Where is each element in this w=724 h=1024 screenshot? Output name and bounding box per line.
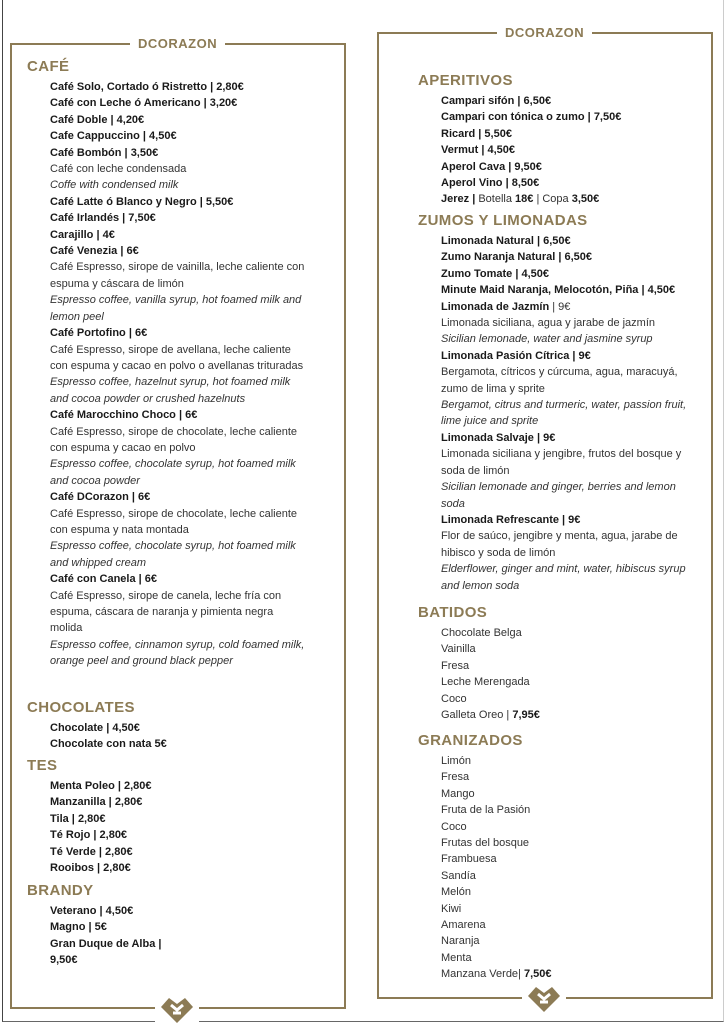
item-description-english: Coffe with condensed milk <box>50 179 179 192</box>
item-list <box>50 79 306 670</box>
item-description: Café Espresso, sirope de avellana, leche caliente con espuma y cacao en polvo o avellanas trituradas <box>50 343 304 372</box>
section-heading: BATIDOS <box>418 604 488 621</box>
brand-title: DCORAZON <box>130 36 225 52</box>
item-description-english: Bergamot, citrus and turmeric, water, passion fruit, lime juice and sprite <box>441 399 687 428</box>
item-description: Mango <box>441 787 475 800</box>
item-description: Kiwi <box>441 902 462 915</box>
item-list <box>441 93 697 208</box>
item-description: Sandía <box>441 869 476 882</box>
menu-section <box>27 57 306 670</box>
item-name-or-price: 3,50€ <box>571 193 600 206</box>
heart-logo-icon <box>155 994 199 1024</box>
menu-item: Café con Leche ó Americano | 3,20€ <box>50 97 238 110</box>
item-description: Melón <box>441 886 471 899</box>
menu-item: Zumo Naranja Natural | 6,50€ <box>441 251 593 264</box>
item-description: Menta <box>441 951 472 964</box>
menu-section <box>27 698 306 753</box>
item-description-english: Sicilian lemonade and ginger, berries and lemon soda <box>441 481 676 510</box>
item-text: Manzana Verde| <box>441 968 524 981</box>
menu-item: Rooibos | 2,80€ <box>50 862 131 875</box>
section-heading: GRANIZADOS <box>418 732 523 749</box>
menu-item: Campari sifón | 6,50€ <box>441 95 552 107</box>
menu-item: Veterano | 4,50€ <box>50 905 134 917</box>
menu-item <box>441 299 697 315</box>
item-description: Leche Merengada <box>441 676 530 689</box>
item-description-english: Espresso coffee, cinnamon syrup, cold foamed milk, orange peel and ground black pepper <box>50 638 305 668</box>
item-name-or-price: Limonada de Jazmín <box>441 300 550 313</box>
item-description: Café Espresso, sirope de canela, leche fría con espuma, cáscara de naranja y pimienta negra molida <box>50 589 282 635</box>
brand-title: DCORAZON <box>497 25 592 41</box>
menu-item: Café con Canela | 6€ <box>50 573 158 586</box>
item-description: Fresa <box>441 771 470 784</box>
item-description: Fresa <box>441 659 470 672</box>
item-text: | 9€ <box>549 300 571 313</box>
item-description: Flor de saúco, jengibre y menta, agua, jarabe de hibisco y soda de limón <box>441 530 678 559</box>
menu-item: 9,50€ <box>50 954 78 967</box>
menu-item: Aperol Vino | 8,50€ <box>441 177 540 190</box>
menu-item: Carajillo | 4€ <box>50 228 115 241</box>
menu-item: Café Venezia | 6€ <box>50 245 139 258</box>
item-description: Frutas del bosque <box>441 837 530 850</box>
menu-section <box>418 211 697 594</box>
item-description: Coco <box>441 692 467 705</box>
menu-item: Café Latte ó Blanco y Negro | 5,50€ <box>50 195 234 208</box>
item-description: Bergamota, cítricos y cúrcuma, agua, maracuyá, zumo de lima y sprite <box>441 366 678 395</box>
menu-item: Café Bombón | 3,50€ <box>50 146 159 159</box>
menu-section <box>27 881 306 969</box>
menu-item: Café Solo, Cortado ó Ristretto | 2,80€ <box>50 81 244 93</box>
menu-item: Aperol Cava | 9,50€ <box>441 160 542 173</box>
menu-item: Ricard | 5,50€ <box>441 127 512 140</box>
section-heading: CHOCOLATES <box>27 699 135 716</box>
menu-section <box>418 731 697 983</box>
menu-section <box>418 71 697 208</box>
item-description: Café Espresso, sirope de chocolate, leche caliente con espuma y cacao en polvo <box>50 425 298 454</box>
menu-item: Cafe Cappuccino | 4,50€ <box>50 130 177 143</box>
menu-item: Chocolate con nata 5€ <box>50 738 167 751</box>
item-text: | Copa <box>533 193 572 206</box>
menu-item <box>441 191 697 207</box>
section-heading: TES <box>27 757 58 774</box>
item-list <box>441 625 697 723</box>
menu-item: Café DCorazon | 6€ <box>50 491 151 504</box>
menu-item: Menta Poleo | 2,80€ <box>50 780 152 792</box>
item-description: Limón <box>441 755 471 767</box>
item-description: Amarena <box>441 919 486 932</box>
item-name-or-price: 18€ <box>515 193 534 206</box>
section-heading: APERITIVOS <box>418 72 513 89</box>
item-description: Limonada siciliana, agua y jarabe de jazmín <box>441 317 656 330</box>
menu-item: Café Irlandés | 7,50€ <box>50 212 156 225</box>
item-text: Botella <box>475 193 516 206</box>
menu-item: Limonada Natural | 6,50€ <box>441 235 571 247</box>
item-name-or-price: Jerez | <box>441 193 476 206</box>
item-description-english: Elderflower, ginger and mint, water, hibiscus syrup and lemon soda <box>441 563 686 592</box>
section-heading: ZUMOS Y LIMONADAS <box>418 212 588 229</box>
menu-item <box>441 707 697 723</box>
item-list <box>50 720 306 753</box>
section-heading: BRANDY <box>27 882 94 899</box>
menu-item: Té Rojo | 2,80€ <box>50 829 128 842</box>
item-text: Galleta Oreo | <box>441 709 513 722</box>
item-description: Café con leche condensada <box>50 163 187 176</box>
item-description: Café Espresso, sirope de vainilla, leche caliente con espuma y cáscara de limón <box>50 261 305 290</box>
item-name-or-price: 7,50€ <box>523 968 552 981</box>
menu-item <box>441 966 697 982</box>
menu-item: Té Verde | 2,80€ <box>50 845 133 858</box>
item-description-english: Espresso coffee, hazelnut syrup, hot foamed milk and cocoa powder or crushed hazelnuts <box>50 376 291 405</box>
menu-item: Tila | 2,80€ <box>50 812 106 825</box>
item-description: Naranja <box>441 935 480 948</box>
item-description: Vainilla <box>441 643 476 656</box>
menu-item: Chocolate | 4,50€ <box>50 722 140 734</box>
item-description-english: Espresso coffee, chocolate syrup, hot foamed milk and whipped cream <box>50 540 296 569</box>
menu-item: Minute Maid Naranja, Melocotón, Piña | 4,50€ <box>441 284 676 297</box>
item-description-english: Espresso coffee, vanilla syrup, hot foamed milk and lemon peel <box>50 294 302 323</box>
menu-item: Café Doble | 4,20€ <box>50 113 145 126</box>
menu-item: Café Marocchino Choco | 6€ <box>50 409 198 422</box>
item-description-english: Espresso coffee, chocolate syrup, hot foamed milk and cocoa powder <box>50 458 296 487</box>
item-list <box>50 903 306 969</box>
menu-item: Limonada Salvaje | 9€ <box>441 431 556 444</box>
menu-item: Zumo Tomate | 4,50€ <box>441 267 550 280</box>
menu-item: Manzanilla | 2,80€ <box>50 796 143 809</box>
item-name-or-price: 7,95€ <box>512 709 540 722</box>
section-heading: CAFÉ <box>27 58 70 75</box>
menu-item: Campari con tónica o zumo | 7,50€ <box>441 111 622 124</box>
menu-section <box>418 603 697 723</box>
item-description: Fruta de la Pasión <box>441 804 531 817</box>
menu-item: Limonada Pasión Cítrica | 9€ <box>441 349 591 362</box>
menu-item: Vermut | 4,50€ <box>441 144 516 157</box>
menu-item: Gran Duque de Alba | <box>50 937 162 950</box>
menu-item: Limonada Refrescante | 9€ <box>441 513 581 526</box>
item-description: Chocolate Belga <box>441 627 522 639</box>
item-list <box>441 753 697 983</box>
menu-section <box>27 756 306 876</box>
heart-logo-icon <box>522 983 566 1013</box>
item-description: Café Espresso, sirope de chocolate, leche caliente con espuma y nata montada <box>50 507 298 536</box>
menu-item: Magno | 5€ <box>50 921 107 934</box>
item-description: Limonada siciliana y jengibre, frutos del bosque y soda de limón <box>441 448 682 477</box>
item-description: Coco <box>441 820 467 833</box>
item-description: Frambuesa <box>441 853 497 866</box>
menu-item: Café Portofino | 6€ <box>50 327 148 340</box>
item-description-english: Sicilian lemonade, water and jasmine syrup <box>441 333 653 346</box>
item-list <box>50 778 306 876</box>
item-list <box>441 233 697 594</box>
